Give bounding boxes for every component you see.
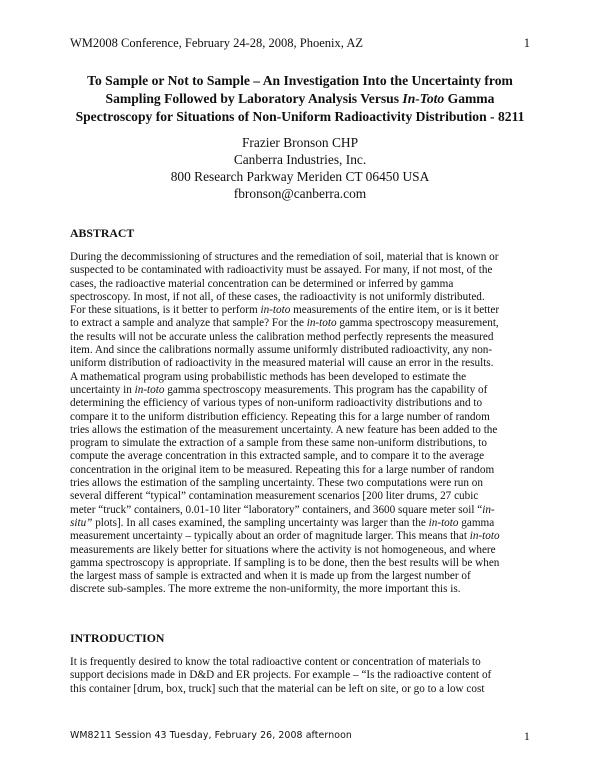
abstract-line: to extract a sample and analyze that sample? For the in-toto gamma spectroscopy measurement, — [70, 317, 499, 330]
abstract-heading: ABSTRACT — [70, 226, 135, 240]
abstract-line: For these situations, is it better to perform in-toto measurements of the entire item, or is it better — [70, 304, 500, 317]
abstract-line: uncertainty in in-toto gamma spectroscopy measurements. This program has the capability of — [70, 383, 488, 396]
running-footer — [70, 730, 530, 741]
introduction-line: It is frequently desired to know the total radioactive content or concentration of materials to — [70, 656, 481, 668]
abstract-line: meter “truck” containers, 0.01-10 liter “laboratory” containers, and 3600 square meter soil “in- — [70, 503, 495, 516]
abstract-line: item. And since the calibrations normally assume uniformly distributed radioactivity, any non- — [70, 344, 493, 357]
introduction-line: this container [drum, box, truck] such that the material can be left on site, or go to a low cost — [70, 682, 485, 695]
abstract-body — [70, 251, 532, 597]
introduction-line: support decisions made in D&D and ER projects. For example – “Is the radioactive content of — [70, 669, 492, 682]
conference-line: WM2008 Conference, February 24-28, 2008, Phoenix, AZ — [70, 36, 363, 50]
author-block — [60, 134, 540, 202]
abstract-line: gamma spectroscopy is appropriate. If sampling is to be done, then the best results will be when — [70, 556, 500, 569]
abstract-line: suspected to be contaminated with radioactivity must be assayed. For many, if not most, of the — [70, 264, 493, 277]
introduction-body — [70, 656, 532, 696]
abstract-line: tries allows the estimation of the measurement uncertainty. A new feature has been added to the — [70, 423, 498, 436]
running-header — [70, 36, 530, 51]
title-line-3: Spectroscopy for Situations of Non-Uniform Radioactivity Distribution - 8211 — [75, 109, 525, 124]
abstract-line: the largest mass of sample is extracted and when it is made up from the largest number of — [70, 570, 471, 583]
header-page-number: 1 — [523, 36, 530, 50]
abstract-line: A mathematical program using probabilistic methods has been developed to estimate the — [70, 370, 467, 383]
abstract-line: uniform distribution of radioactivity in the measured material will cause an error in the results. — [70, 357, 494, 370]
abstract-line: several different “typical” contamination measurement scenarios [200 liter drums, 27 cubic — [70, 490, 479, 503]
author-email: fbronson@canberra.com — [233, 186, 367, 201]
abstract-line: compute the average concentration in this extracted sample, and to compare it to the average — [70, 450, 485, 463]
paper-title — [60, 72, 540, 126]
abstract-line: determining the efficiency of various types of non-uniform radioactivity distributions and to — [70, 397, 483, 410]
abstract-line: spectroscopy. In most, if not all, of these cases, the radioactivity is not uniformly distributed. — [70, 290, 485, 303]
abstract-line: measurement uncertainty – typically about an order of magnitude larger. This means that in-toto — [70, 530, 500, 543]
introduction-heading: INTRODUCTION — [70, 631, 165, 645]
author-name: Frazier Bronson CHP — [241, 135, 359, 150]
abstract-line: the results will not be accurate unless the calibration method perfectly represents the measured — [70, 330, 494, 343]
abstract-line: program to simulate the extraction of a sample from these same non-uniform distributions, to — [70, 437, 487, 450]
abstract-line: tries allows the estimation of the sampling uncertainty. These two computations were run on — [70, 477, 483, 490]
abstract-line: discrete sub-samples. The more extreme the non-uniformity, the more important this is. — [70, 583, 461, 596]
abstract-line: During the decommissioning of structures and the remediation of soil, material that is known or — [70, 251, 499, 263]
footer-page-number: 1 — [523, 729, 530, 743]
abstract-line: measurements are likely better for situations where the activity is not homogeneous, and where — [70, 543, 496, 556]
abstract-line: concentration in the original item to be measured. Repeating this for a large number of random — [70, 463, 495, 476]
abstract-line: cases, the radioactive material concentration can be determined or inferred by gamma — [70, 277, 454, 290]
abstract-line: compare it to the uniform distribution efficiency. Repeating this for a large number of random — [70, 410, 490, 423]
abstract-line: situ” plots]. In all cases examined, the sampling uncertainty was larger than the in-toto gamma — [70, 516, 495, 529]
title-line-2: Sampling Followed by Laboratory Analysis Versus In-Toto Gamma — [105, 91, 495, 106]
title-line-1: To Sample or Not to Sample – An Investigation Into the Uncertainty from — [87, 73, 513, 88]
author-address: 800 Research Parkway Meriden CT 06450 USA — [170, 169, 430, 184]
author-organization: Canberra Industries, Inc. — [233, 152, 367, 167]
session-line: WM8211 Session 43 Tuesday, February 26, 2008 afternoon — [70, 730, 352, 741]
